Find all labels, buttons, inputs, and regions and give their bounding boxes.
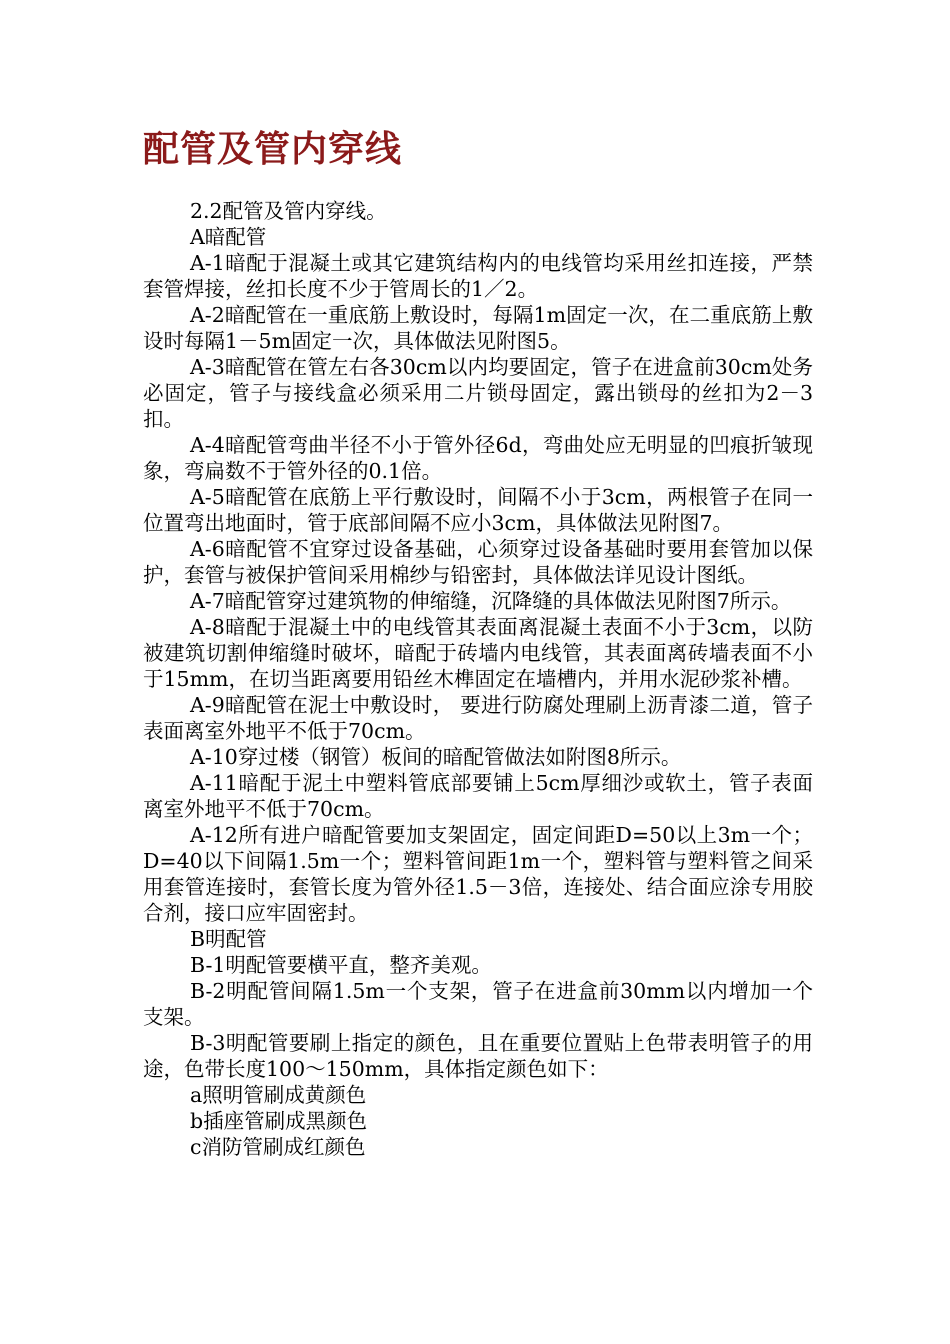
section-heading-b: B明配管: [190, 927, 267, 951]
paragraph: A-7暗配管穿过建筑物的伸缩缝，沉降缝的具体做法见附图7所示。: [190, 589, 792, 613]
list-item: c消防管刷成红颜色: [190, 1135, 366, 1159]
paragraph: A-11暗配于泥土中塑料管底部要铺上5cm厚细沙或软土，管子表面离室外地平不低于70cm。: [143, 771, 813, 821]
paragraph: A-5暗配管在底筋上平行敷设时，间隔不小于3cm，两根管子在同一位置弯出地面时，管于底部间隔不应小3cm，具体做法见附图7。: [143, 485, 813, 535]
paragraph: B-2明配管间隔1.5m一个支架，管子在进盒前30mm以内增加一个支架。: [143, 979, 813, 1029]
list-item: a照明管刷成黄颜色: [190, 1083, 367, 1107]
paragraph: A-8暗配于混凝土中的电线管其表面离混凝土表面不小于3cm，以防被建筑切割伸缩缝时破坏，暗配于砖墙内电线管，其表面离砖墙表面不小于15mm，在切当距离要用铅丝木榫固定在墙槽内，并用水泥砂浆补槽。: [143, 615, 813, 691]
paragraph: A-2暗配管在一重底筋上敷设时，每隔1m固定一次，在二重底筋上敷设时每隔1－5m固定一次，具体做法见附图5。: [143, 303, 813, 353]
paragraph: A-9暗配管在泥士中敷设时， 要进行防腐处理刷上沥青漆二道，管子表面离室外地平不低于70cm。: [143, 693, 813, 743]
paragraph: A-6暗配管不宜穿过设备基础，心须穿过设备基础时要用套管加以保护，套管与被保护管间采用棉纱与铅密封，具体做法详见设计图纸。: [143, 537, 813, 587]
paragraph: A-1暗配于混凝土或其它建筑结构内的电线管均采用丝扣连接，严禁套管焊接，丝扣长度不少于管周长的1／2。: [143, 251, 813, 301]
paragraph: A-3暗配管在管左右各30cm以内均要固定，管子在进盒前30cm处务必固定，管子与接线盒必须采用二片锁母固定，露出锁母的丝扣为2－3扣。: [143, 355, 813, 431]
paragraph: 2.2配管及管内穿线。: [190, 199, 387, 223]
paragraph: A-12所有进户暗配管要加支架固定，固定间距D=50以上3m一个；D=40以下间隔1.5m一个；塑料管间距1m一个，塑料管与塑料管之间采用套管连接时，套管长度为管外径1.5－3倍，连接处、结合面应涂专用胶合剂，接口应牢固密封。: [143, 823, 813, 925]
list-item: b插座管刷成黑颜色: [190, 1109, 368, 1133]
document-body: [143, 198, 813, 1160]
paragraph: A-10穿过楼（钢管）板间的暗配管做法如附图8所示。: [190, 745, 682, 769]
paragraph: A-4暗配管弯曲半径不小于管外径6d，弯曲处应无明显的凹痕折皱现象，弯扁数不于管外径的0.1倍。: [143, 433, 813, 483]
paragraph: B-1明配管要横平直，整齐美观。: [190, 953, 492, 977]
paragraph: B-3明配管要刷上指定的颜色，且在重要位置贴上色带表明管子的用途，色带长度100～150mm，具体指定颜色如下：: [143, 1031, 813, 1081]
section-heading-a: A暗配管: [190, 225, 267, 249]
page-title: 配管及管内穿线: [143, 129, 403, 170]
